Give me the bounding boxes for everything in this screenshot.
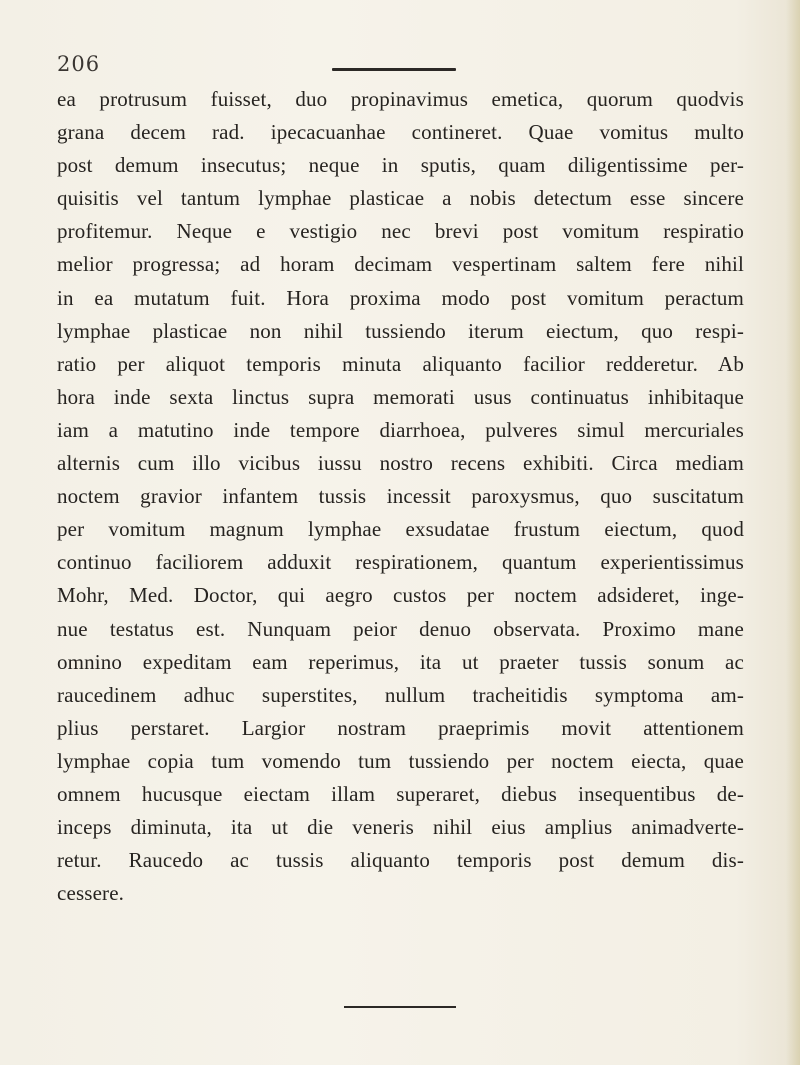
text-line: in ea mutatum fuit. Hora proxima modo post vomitum peractum [57,285,744,310]
text-line: retur. Raucedo ac tussis aliquanto temporis post demum dis- [57,848,744,873]
header-rule [332,68,456,71]
body-text [57,83,744,910]
text-line: continuo faciliorem adduxit respirationem, quantum experientissimus [57,550,744,575]
page-edge-shadow [786,0,800,1065]
text-line: omnino expeditam eam reperimus, ita ut praeter tussis sonum ac [57,649,744,674]
footer-rule [344,1006,456,1008]
text-line: alternis cum illo vicibus iussu nostro recens exhibiti. Circa mediam [57,451,744,476]
text-line: plius perstaret. Largior nostram praeprimis movit attentionem [57,715,744,740]
text-line: post demum insecutus; neque in sputis, quam diligentissime per- [57,153,744,178]
text-line: raucedinem adhuc superstites, nullum tracheitidis symptoma am- [57,682,744,707]
text-line: hora inde sexta linctus supra memorati usus continuatus inhibitaque [57,384,744,409]
text-line: melior progressa; ad horam decimam vespertinam saltem fere nihil [57,252,744,277]
text-line: omnem hucusque eiectam illam superaret, diebus insequentibus de- [57,781,744,806]
text-line: noctem gravior infantem tussis incessit paroxysmus, quo suscitatum [57,484,744,509]
text-line: lymphae plasticae non nihil tussiendo iterum eiectum, quo respi- [57,318,744,343]
text-line: lymphae copia tum vomendo tum tussiendo per noctem eiecta, quae [57,748,744,773]
text-line: ratio per aliquot temporis minuta aliquanto facilior redderetur. Ab [57,351,744,376]
text-line: quisitis vel tantum lymphae plasticae a nobis detectum esse sincere [57,186,744,211]
text-line: ea protrusum fuisset, duo propinavimus emetica, quorum quodvis [57,87,744,111]
text-line: profitemur. Neque e vestigio nec brevi post vomitum respiratio [57,219,744,244]
text-line: inceps diminuta, ita ut die veneris nihil eius amplius animadverte- [57,815,744,840]
text-line: cessere. [57,881,125,906]
text-line: grana decem rad. ipecacuanhae contineret. Quae vomitus multo [57,120,744,145]
text-line: per vomitum magnum lymphae exsudatae frustum eiectum, quod [57,517,744,542]
text-line: iam a matutino inde tempore diarrhoea, pulveres simul mercuriales [57,417,744,442]
text-line: Mohr, Med. Doctor, qui aegro custos per noctem adsideret, inge- [57,583,744,608]
page-number: 206 [57,52,101,76]
text-line: nue testatus est. Nunquam peior denuo observata. Proximo mane [57,616,744,641]
